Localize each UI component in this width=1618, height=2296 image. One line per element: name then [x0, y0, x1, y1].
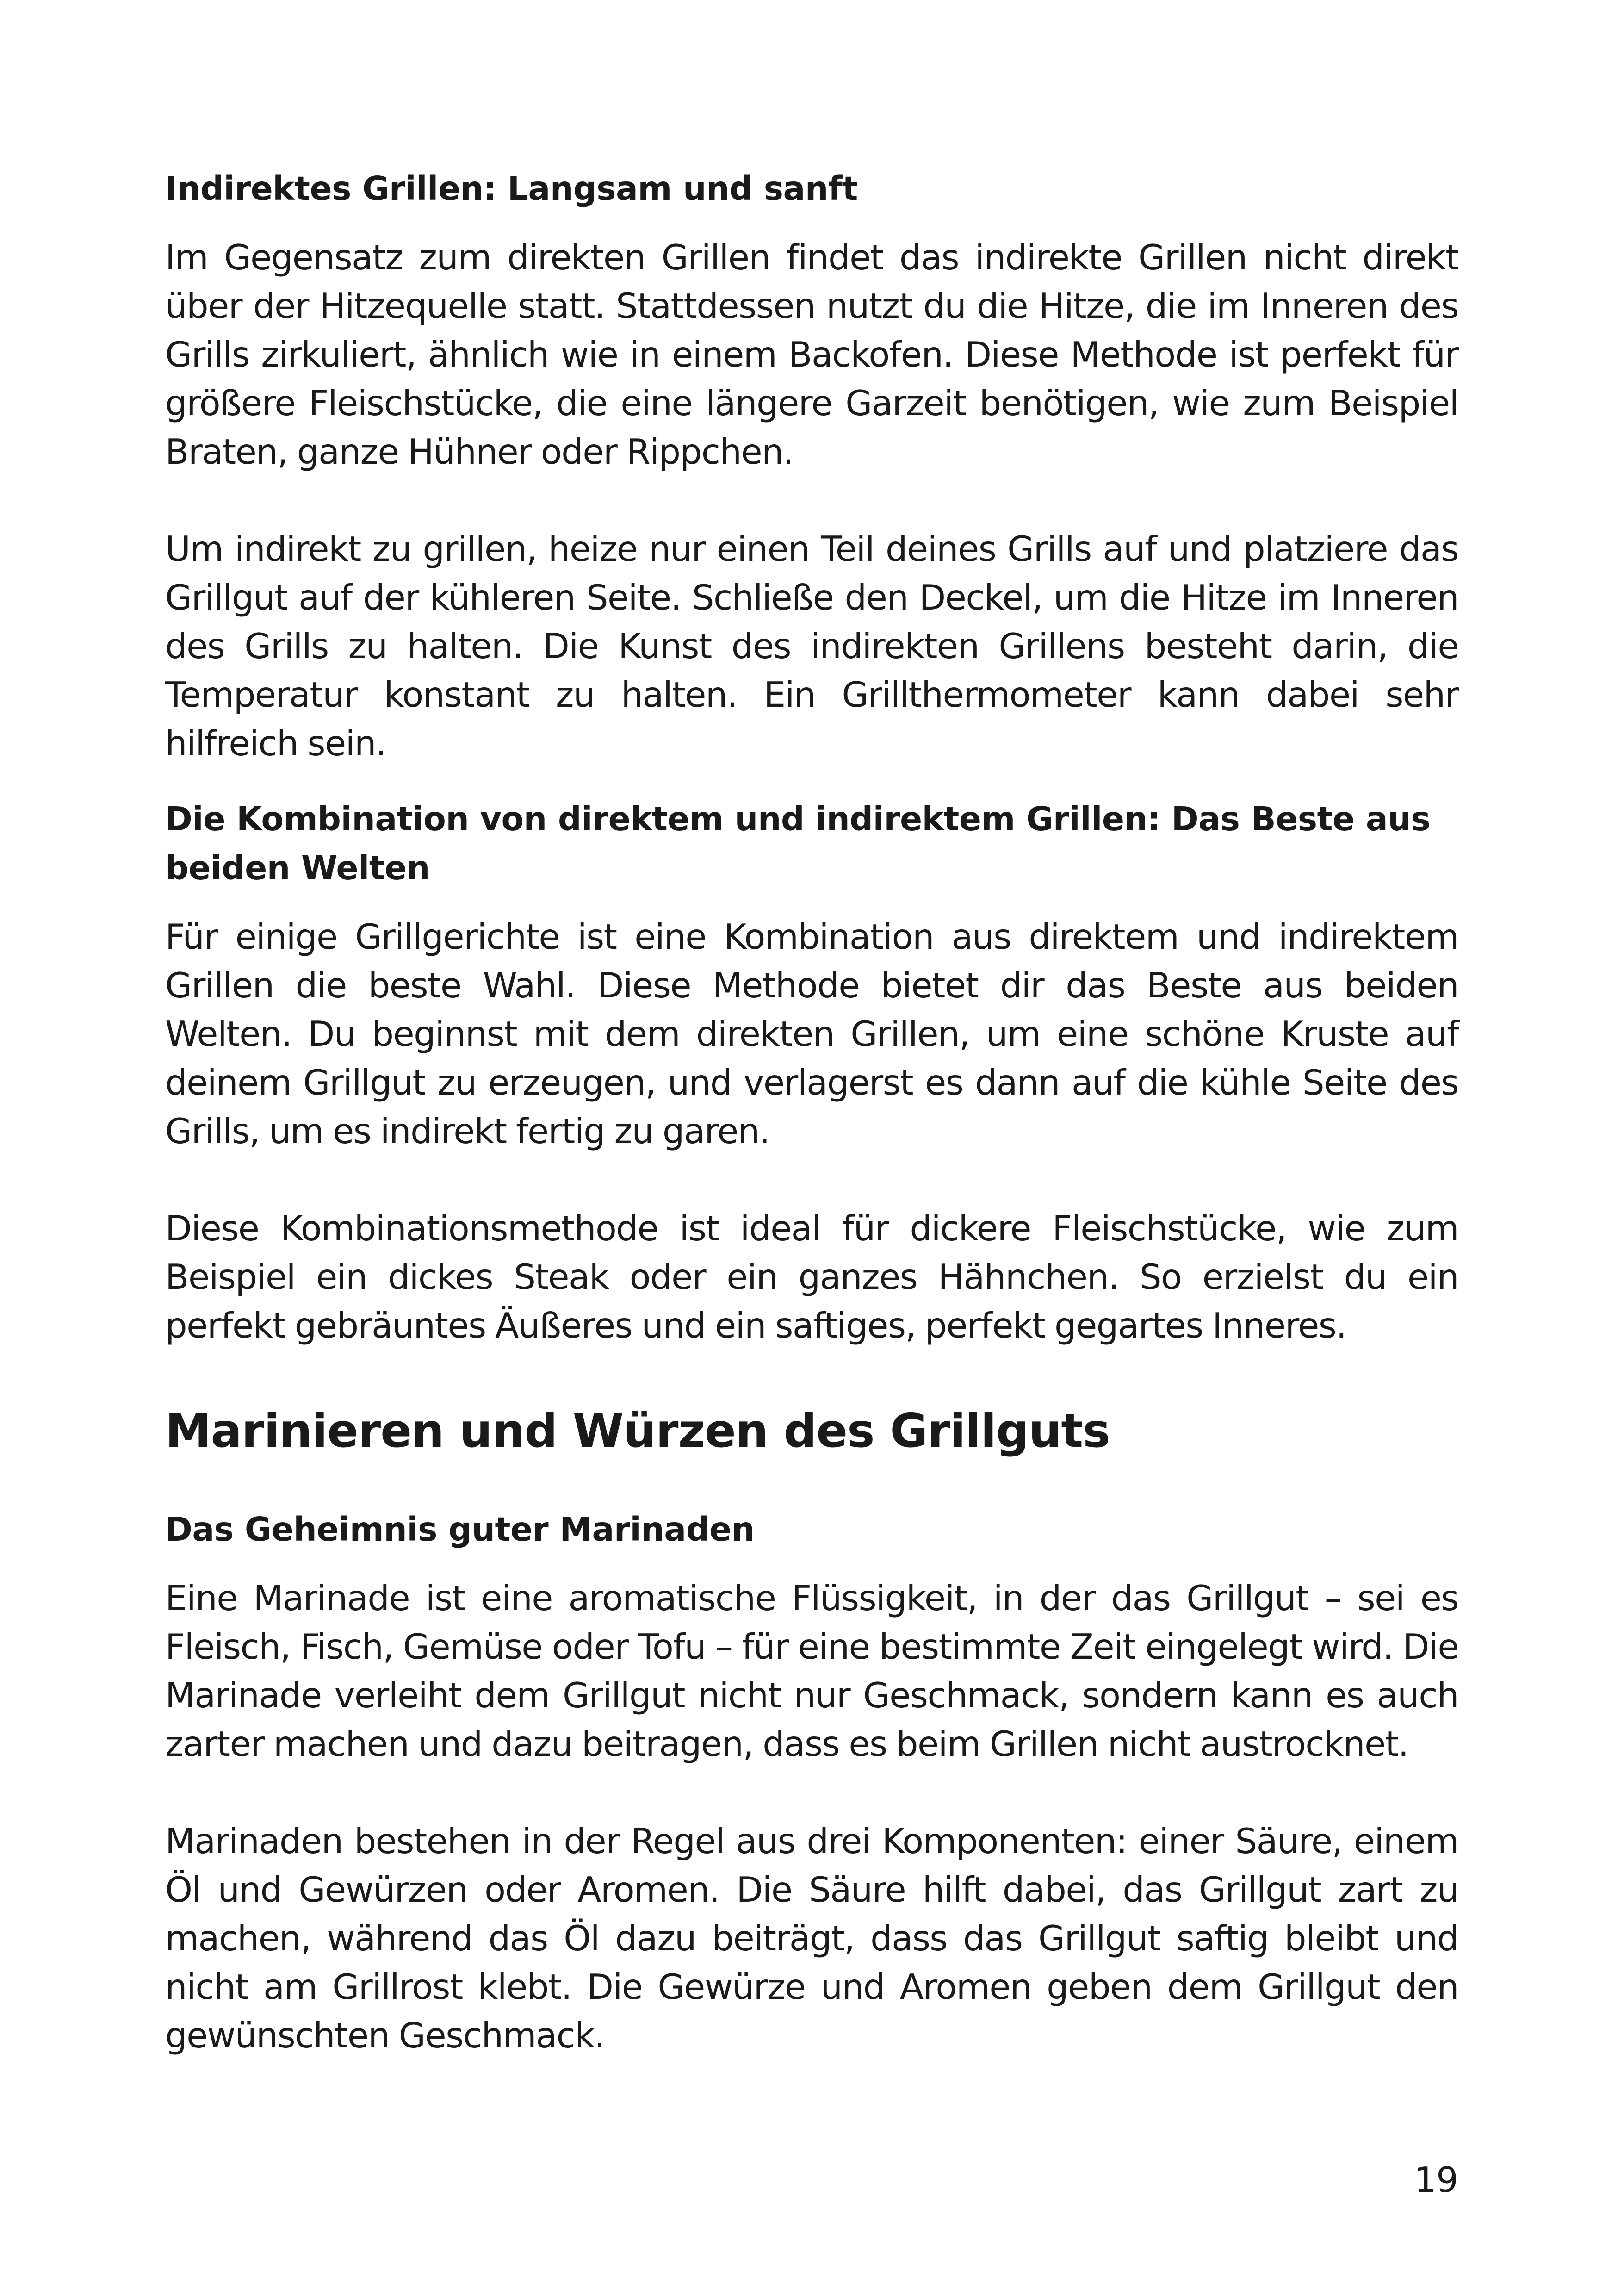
paragraph-combination-2: Diese Kombinationsmethode ist ideal für dickere Fleischstücke, wie zum Beispiel ein dickes Steak oder ein ganzes Hähnchen. So erzielst du ein perfekt gebräuntes Äußeres und ein saftiges, perfekt gegartes Inneres. [165, 1208, 1458, 1346]
heading-combination-grilling: Die Kombination von direktem und indirektem Grillen: Das Beste aus beiden Welten [165, 800, 1431, 887]
page-content [165, 164, 1458, 2060]
paragraph-combination-1: Für einige Grillgerichte ist eine Kombination aus direktem und indirektem Grillen die beste Wahl. Diese Methode bietet dir das Beste aus beiden Welten. Du beginnst mit dem direkten Grillen, um eine schöne Kruste auf deinem Grillgut zu erzeugen, und verlagerst es dann auf die kühle Seite des Grills, um es indirekt fertig zu garen. [165, 916, 1458, 1151]
heading-marinades: Das Geheimnis guter Marinaden [165, 1510, 755, 1549]
heading-indirect-grilling: Indirektes Grillen: Langsam und sanft [165, 169, 858, 208]
paragraph-marinades-1: Eine Marinade ist eine aromatische Flüssigkeit, in der das Grillgut – sei es Fleisch, Fisch, Gemüse oder Tofu – für eine bestimmte Zeit eingelegt wird. Die Marinade verleiht dem Grillgut nicht nur Geschmack, sondern kann es auch zarter machen und dazu beitragen, dass es beim Grillen nicht austrocknet. [165, 1578, 1458, 1764]
paragraph-indirect-2: Um indirekt zu grillen, heize nur einen Teil deines Grills auf und platziere das Grillgut auf der kühleren Seite. Schließe den Deckel, um die Hitze im Inneren des Grills zu halten. Die Kunst des indirekten Grillens besteht darin, die Temperatur konstant zu halten. Ein Grillthermometer kann dabei sehr hilfreich sein. [165, 529, 1458, 764]
paragraph-marinades-2: Marinaden bestehen in der Regel aus drei Komponenten: einer Säure, einem Öl und Gewürzen oder Aromen. Die Säure hilft dabei, das Grillgut zart zu machen, während das Öl dazu beiträgt, dass das Grillgut saftig bleibt und nicht am Grillrost klebt. Die Gewürze und Aromen geben dem Grillgut den gewünschten Geschmack. [165, 1821, 1458, 2056]
heading-marinating-section: Marinieren und Würzen des Grillguts [165, 1404, 1110, 1458]
page-number: 19 [1414, 2159, 1458, 2200]
paragraph-indirect-1: Im Gegensatz zum direkten Grillen findet das indirekte Grillen nicht direkt über der Hitzequelle statt. Stattdessen nutzt du die Hitze, die im Inneren des Grills zirkuliert, ähnlich wie in einem Backofen. Diese Methode ist perfekt für größere Fleischstücke, die eine längere Garzeit benötigen, wie zum Beispiel Braten, ganze Hühner oder Rippchen. [165, 237, 1458, 472]
